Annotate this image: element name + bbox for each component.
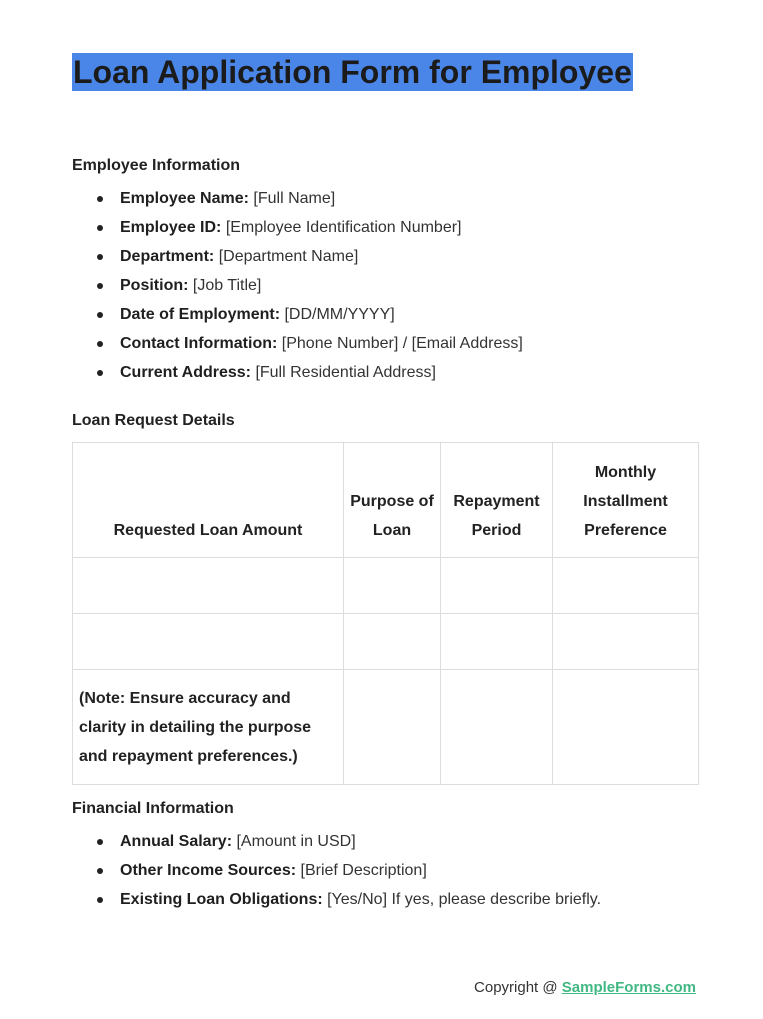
current-address-value: [Full Residential Address] bbox=[255, 364, 436, 381]
list-item bbox=[72, 271, 523, 300]
employee-id-label: Employee ID: bbox=[120, 219, 222, 236]
bullet-icon bbox=[97, 839, 103, 845]
header-purpose-of-loan: Purpose of Loan bbox=[344, 443, 441, 558]
list-item bbox=[72, 885, 601, 914]
bullet-icon bbox=[97, 254, 103, 260]
list-item bbox=[72, 300, 523, 329]
list-item bbox=[72, 856, 601, 885]
bullet-icon bbox=[97, 897, 103, 903]
table-cell[interactable] bbox=[441, 670, 553, 785]
table-cell[interactable] bbox=[344, 670, 441, 785]
existing-loan-label: Existing Loan Obligations: bbox=[120, 891, 323, 908]
date-of-employment-value: [DD/MM/YYYY] bbox=[284, 306, 395, 323]
list-item bbox=[72, 827, 601, 856]
page-title: Loan Application Form for Employee bbox=[73, 54, 632, 90]
table-row bbox=[73, 614, 699, 670]
table-row bbox=[73, 670, 699, 785]
department-value: [Department Name] bbox=[218, 248, 359, 265]
table-note: (Note: Ensure accuracy and clarity in detailing the purpose and repayment preferences.) bbox=[73, 670, 344, 785]
annual-salary-value: [Amount in USD] bbox=[236, 833, 356, 850]
table-cell[interactable] bbox=[441, 614, 553, 670]
annual-salary-label: Annual Salary: bbox=[120, 833, 233, 850]
employee-info-list bbox=[72, 184, 523, 387]
footer-copyright bbox=[474, 979, 696, 996]
other-income-value: [Brief Description] bbox=[300, 862, 427, 879]
position-label: Position: bbox=[120, 277, 189, 294]
employee-info-heading: Employee Information bbox=[72, 157, 241, 174]
financial-info-heading: Financial Information bbox=[72, 800, 234, 817]
bullet-icon bbox=[97, 196, 103, 202]
list-item bbox=[72, 184, 523, 213]
header-requested-loan-amount: Requested Loan Amount bbox=[73, 443, 344, 558]
bullet-icon bbox=[97, 868, 103, 874]
bullet-icon bbox=[97, 225, 103, 231]
date-of-employment-label: Date of Employment: bbox=[120, 306, 281, 323]
table-cell[interactable] bbox=[553, 558, 699, 614]
table-cell[interactable] bbox=[441, 558, 553, 614]
table-cell[interactable] bbox=[553, 670, 699, 785]
list-item bbox=[72, 358, 523, 387]
bullet-icon bbox=[97, 341, 103, 347]
copyright-text: Copyright @ bbox=[474, 979, 562, 996]
header-repayment-period: Repayment Period bbox=[441, 443, 553, 558]
loan-request-heading: Loan Request Details bbox=[72, 412, 235, 429]
page-title-container bbox=[72, 53, 633, 91]
table-cell[interactable] bbox=[344, 558, 441, 614]
current-address-label: Current Address: bbox=[120, 364, 251, 381]
other-income-label: Other Income Sources: bbox=[120, 862, 297, 879]
brand-link[interactable]: SampleForms.com bbox=[561, 979, 696, 996]
bullet-icon bbox=[97, 312, 103, 318]
list-item bbox=[72, 329, 523, 358]
employee-id-value: [Employee Identification Number] bbox=[225, 219, 462, 236]
table-row bbox=[73, 558, 699, 614]
table-cell[interactable] bbox=[73, 558, 344, 614]
table-cell[interactable] bbox=[73, 614, 344, 670]
bullet-icon bbox=[97, 283, 103, 289]
contact-information-value: [Phone Number] / [Email Address] bbox=[281, 335, 523, 352]
employee-name-label: Employee Name: bbox=[120, 190, 249, 207]
header-monthly-installment-preference: Monthly Installment Preference bbox=[553, 443, 699, 558]
department-label: Department: bbox=[120, 248, 215, 265]
employee-name-value: [Full Name] bbox=[253, 190, 336, 207]
financial-info-list bbox=[72, 827, 601, 914]
bullet-icon bbox=[97, 370, 103, 376]
list-item bbox=[72, 242, 523, 271]
contact-information-label: Contact Information: bbox=[120, 335, 278, 352]
list-item bbox=[72, 213, 523, 242]
table-header-row bbox=[73, 443, 699, 558]
table-cell[interactable] bbox=[344, 614, 441, 670]
existing-loan-value: [Yes/No] If yes, please describe briefly. bbox=[327, 891, 602, 908]
table-cell[interactable] bbox=[553, 614, 699, 670]
loan-request-table bbox=[72, 442, 699, 785]
position-value: [Job Title] bbox=[192, 277, 262, 294]
